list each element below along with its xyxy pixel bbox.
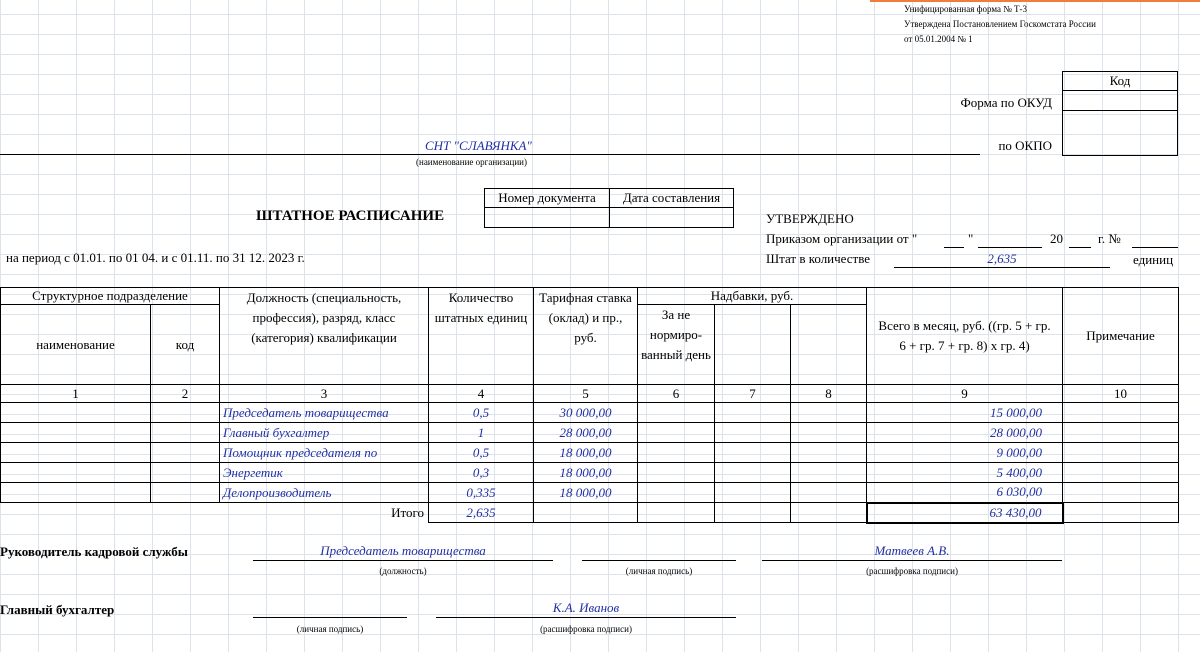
col-number: 5	[534, 385, 638, 403]
table-row	[1, 403, 1179, 423]
header-allow1: За не нормиро- ванный день	[638, 305, 715, 385]
table-row	[1, 483, 1179, 503]
doc-date-value[interactable]	[610, 208, 734, 228]
organization-underline	[0, 154, 980, 155]
caption-decoding: (расшифровка подписи)	[866, 566, 958, 576]
approval-day-line	[944, 247, 964, 248]
header-total: Всего в месяц, руб. ((гр. 5 + гр. 6 + гр. 7 + гр. 8) х гр. 4)	[867, 288, 1063, 385]
row-position[interactable]: Председатель товарищества	[220, 403, 429, 423]
col-number: 7	[715, 385, 791, 403]
header-position: Должность (специальность, профессия), разряд, класс (категория) квалификации	[220, 288, 429, 385]
row-count[interactable]: 1	[429, 423, 534, 443]
okpo-value[interactable]	[1063, 111, 1178, 156]
row-rate[interactable]: 18 000,00	[534, 483, 638, 503]
organization-caption: (наименование организации)	[416, 157, 527, 167]
codes-box	[1062, 71, 1178, 156]
accountant-label: Главный бухгалтер	[0, 602, 115, 617]
accountant-signature-line	[253, 617, 407, 618]
doc-date-label: Дата составления	[610, 189, 734, 208]
row-count[interactable]: 0,5	[429, 403, 534, 423]
header-rate: Тарифная ставка (оклад) и пр., руб.	[534, 288, 638, 385]
header-count: Количество штатных единиц	[429, 288, 534, 385]
row-count[interactable]: 0,335	[429, 483, 534, 503]
header-note: Примечание	[1063, 288, 1179, 385]
form-info-line1: Унифицированная форма № Т-3	[904, 4, 1028, 14]
row-position[interactable]: Помощник председателя по	[220, 443, 429, 463]
caption-accountant-decoding: (расшифровка подписи)	[540, 624, 632, 634]
header-allowances: Надбавки, руб.	[638, 288, 867, 305]
col-number: 1	[1, 385, 151, 403]
doc-number-label: Номер документа	[485, 189, 610, 208]
table-row	[1, 443, 1179, 463]
header-allow3	[791, 305, 867, 385]
hr-name[interactable]: Матвеев А.В.	[874, 543, 950, 558]
row-rate[interactable]: 28 000,00	[534, 423, 638, 443]
staff-label: Штат в количестве	[766, 251, 871, 266]
caption-accountant-signature: (личная подпись)	[296, 624, 364, 634]
col-number: 10	[1063, 385, 1179, 403]
approval-number-line	[1132, 247, 1178, 248]
row-rate[interactable]: 18 000,00	[534, 443, 638, 463]
approval-order-prefix: Приказом организации от "	[766, 231, 918, 246]
form-info-line3: от 05.01.2004 № 1	[904, 34, 973, 44]
header-name: наименование	[1, 305, 151, 385]
organization-name[interactable]: СНТ "СЛАВЯНКА"	[425, 138, 532, 153]
okpo-label: по ОКПО	[998, 138, 1052, 153]
col-number: 6	[638, 385, 715, 403]
hr-position[interactable]: Председатель товарищества	[320, 543, 486, 558]
document-period: на период с 01.01. по 01 04. и с 01.11. по 31 12. 2023 г.	[6, 250, 305, 265]
approval-month-line	[978, 247, 1042, 248]
table-row	[1, 463, 1179, 483]
row-position[interactable]: Делопроизводитель	[220, 483, 429, 503]
col-number: 3	[220, 385, 429, 403]
row-total[interactable]: 9 000,00	[867, 443, 1063, 463]
hr-name-line	[762, 560, 1062, 561]
okud-label: Форма по ОКУД	[960, 95, 1052, 110]
row-count[interactable]: 0,5	[429, 443, 534, 463]
row-total[interactable]: 28 000,00	[867, 423, 1063, 443]
top-accent-line	[870, 0, 1200, 2]
totals-count[interactable]: 2,635	[429, 503, 534, 523]
doc-number-value[interactable]	[485, 208, 610, 228]
row-position[interactable]: Главный бухгалтер	[220, 423, 429, 443]
header-code: код	[151, 305, 220, 385]
staff-unit: единиц	[1133, 252, 1174, 267]
row-rate[interactable]: 18 000,00	[534, 463, 638, 483]
row-total[interactable]: 5 400,00	[867, 463, 1063, 483]
approval-year-line	[1069, 247, 1091, 248]
row-position[interactable]: Энергетик	[220, 463, 429, 483]
code-header: Код	[1063, 72, 1178, 91]
hr-head-label: Руководитель кадровой службы	[0, 544, 188, 559]
row-count[interactable]: 0,3	[429, 463, 534, 483]
caption-position: (должность)	[379, 566, 427, 576]
okud-value[interactable]	[1063, 91, 1178, 111]
accountant-name[interactable]: К.А. Иванов	[552, 600, 620, 615]
doc-number-date-box	[484, 188, 734, 228]
accountant-name-line	[436, 617, 736, 618]
hr-signature-line	[582, 560, 736, 561]
totals-row	[1, 503, 1179, 523]
col-number: 4	[429, 385, 534, 403]
col-number: 2	[151, 385, 220, 403]
approval-quote: "	[968, 231, 974, 246]
header-struct: Структурное подразделение	[1, 288, 220, 305]
col-number: 8	[791, 385, 867, 403]
totals-label: Итого	[391, 504, 424, 520]
hr-position-line	[253, 560, 553, 561]
caption-signature: (личная подпись)	[625, 566, 693, 576]
staff-underline	[894, 267, 1110, 268]
approval-year-suffix: г. №	[1098, 231, 1121, 246]
row-rate[interactable]: 30 000,00	[534, 403, 638, 423]
row-total[interactable]: 15 000,00	[867, 403, 1063, 423]
staff-value[interactable]: 2,635	[987, 251, 1017, 266]
totals-total[interactable]: 63 430,00	[867, 503, 1063, 523]
table-row	[1, 423, 1179, 443]
approval-year-prefix: 20	[1050, 231, 1063, 246]
header-allow2	[715, 305, 791, 385]
col-number: 9	[867, 385, 1063, 403]
staff-table	[0, 287, 1179, 524]
document-title: ШТАТНОЕ РАСПИСАНИЕ	[256, 208, 445, 224]
approval-heading: УТВЕРЖДЕНО	[766, 211, 854, 226]
form-info-line2: Утверждена Постановлением Госкомстата России	[904, 19, 1096, 29]
row-total[interactable]: 6 030,00	[867, 483, 1063, 503]
